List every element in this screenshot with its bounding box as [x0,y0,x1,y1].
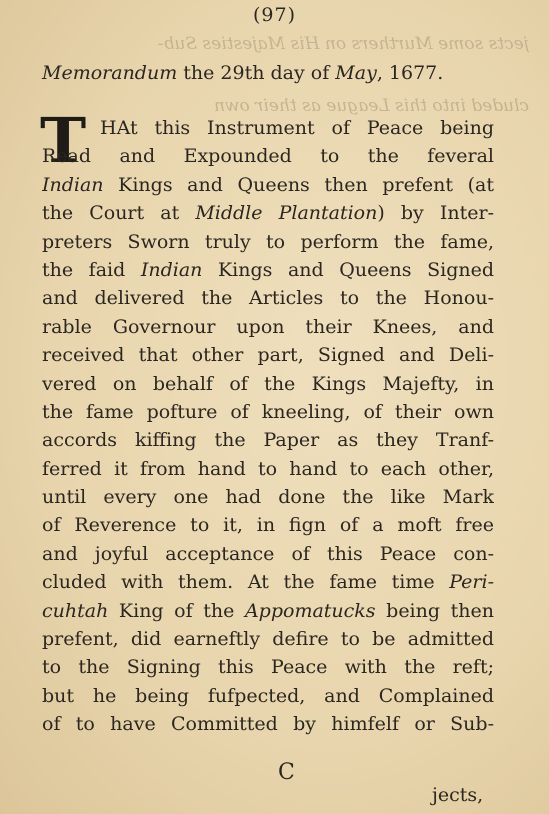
text-segment: King of the [108,599,245,622]
text-segment: Appomatucks [244,599,376,622]
text-line [42,710,494,738]
drop-capital: T [40,104,87,177]
text-line [42,199,494,227]
text-line [42,483,494,511]
text-segment: cuhtah [42,599,109,622]
memorandum-year: 1677. [388,62,444,84]
memorandum-text: the 29th day of [183,62,330,84]
text-segment: Read and Expounded to the feveral [42,145,494,168]
text-line [42,597,494,625]
text-segment: accords kiffing the Paper as they Tranf- [42,429,494,452]
text-segment: vered on behalf of the Kings Majefty, in [42,372,494,395]
text-segment: prefent, did earneftly defire to be admitted [42,628,494,651]
page-number: (97) [252,4,296,26]
text-segment: ferred it from hand to hand to each other, [42,457,494,480]
text-line [42,653,494,681]
text-segment: cluded with them. At the fame time [42,571,450,594]
text-segment: ) by Inter- [377,202,494,225]
catchword: jects, [432,784,484,806]
text-segment: Kings and Queens then prefent (at [103,173,494,196]
text-line [42,426,494,454]
text-line [42,511,494,539]
text-line [42,455,494,483]
text-segment: the fame pofture of kneeling, of their own [42,400,494,423]
text-segment: rable Governour upon their Knees, and [42,315,494,338]
text-line [42,171,494,199]
bleed-through-text-1: jects some Murthers on His Majesties Sub- [157,34,529,54]
text-line [42,142,494,170]
text-line [42,284,494,312]
memorandum-prefix: Memorandum [42,62,178,84]
text-segment: and delivered the Articles to the Honou- [42,287,494,310]
text-line [42,682,494,710]
text-line [42,313,494,341]
text-segment: of to have Committed by himfelf or Sub- [42,713,494,736]
text-segment: preters Sworn truly to perform the fame, [42,230,494,253]
text-line [42,341,494,369]
text-line [42,256,494,284]
text-line [42,114,494,142]
text-segment: to the Signing this Peace with the reft; [42,656,494,679]
memorandum-heading: Memorandum the 29th day of May, 1677. [42,62,444,84]
text-segment: the Court at [42,202,196,225]
text-segment: HAt this Instrument of Peace being [100,117,494,139]
text-segment: and joyful acceptance of this Peace con- [42,542,494,565]
text-segment: Peri- [449,571,494,594]
text-segment: being then [375,599,494,622]
text-line [42,228,494,256]
text-segment: the faid [42,258,141,281]
text-segment: Middle Plantation [195,202,378,225]
text-segment: of Reverence to it, in fign of a moft free [42,514,494,537]
bleed-through-text-2: cluded into this League as their own [214,96,529,116]
text-segment: Indian [42,173,104,196]
signature-mark: C [278,760,295,785]
memorandum-month: May [335,62,377,84]
text-segment: until every one had done the like Mark [42,486,494,509]
text-segment: Indian [140,258,203,281]
text-segment: Kings and Queens Signed [202,258,494,281]
text-segment: received that other part, Signed and Deli- [42,344,494,367]
text-line [42,625,494,653]
text-line [42,398,494,426]
text-segment: but he being fufpected, and Complained [42,684,494,707]
text-line [42,568,494,596]
text-line [42,370,494,398]
text-line [42,540,494,568]
